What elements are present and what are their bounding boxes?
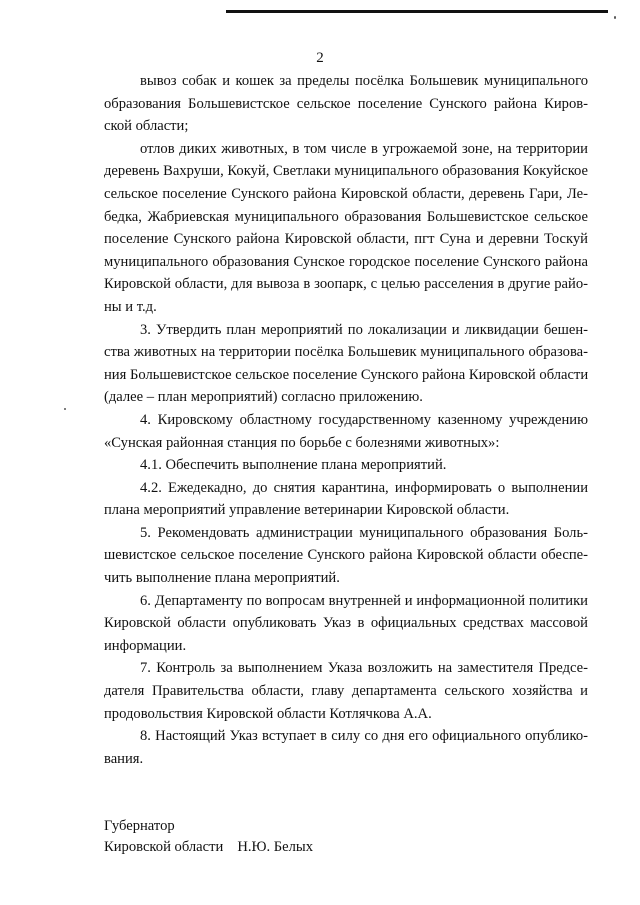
header-rule	[226, 10, 608, 13]
text-line: поселение Сунского района Кировской области, пгт Суна и деревни Тоскуй	[104, 231, 588, 248]
text-line: продовольствия Кировской области Котлячкова А.А.	[104, 705, 432, 722]
signatory-title: Губернатор	[104, 818, 175, 834]
text-line: шевистское сельское поселение Сунского района Кировской области обеспе-	[104, 547, 588, 564]
text-line: бедка, Жабриевская муниципального образования Большевистское сельское	[104, 208, 588, 225]
text-line: Кировской области, для вывоза в зоопарк, с целью расселения в другие райо-	[104, 276, 588, 293]
text-line: ства животных на территории посёлка Большевик муниципального образова-	[104, 344, 588, 361]
signature-block	[104, 816, 313, 858]
text-line: чить выполнение плана мероприятий.	[104, 570, 340, 587]
text-line: 4.1. Обеспечить выполнение плана мероприятий.	[140, 457, 447, 474]
text-line: плана мероприятий управление ветеринарии Кировской области.	[104, 502, 510, 519]
text-line: 4. Кировскому областному государственному казенному учреждению	[140, 411, 588, 428]
text-line: 3. Утвердить план мероприятий по локализации и ликвидации бешен-	[140, 321, 588, 338]
text-line: 7. Контроль за выполнением Указа возложить на заместителя Предсе-	[140, 660, 588, 677]
text-line: 5. Рекомендовать администрации муниципального образования Боль-	[140, 524, 588, 541]
text-line: муниципального образования Сунское городское поселение Сунского района	[104, 253, 588, 270]
signatory-line	[104, 837, 313, 858]
text-line: информации.	[104, 637, 187, 654]
text-line: деревень Вахруши, Кокуй, Светлаки муниципального образования Кокуйское	[104, 163, 588, 180]
text-line: образования Большевистское сельское поселение Сунского района Киров-	[104, 95, 588, 112]
text-line: «Сунская районная станция по борьбе с болезнями животных»:	[104, 434, 500, 451]
text-line: ны и т.д.	[104, 298, 157, 315]
text-line: Кировской области опубликовать Указ в официальных средствах массовой	[104, 615, 588, 632]
text-line: вывоз собак и кошек за пределы посёлка Большевик муниципального	[140, 73, 588, 89]
text-line: вания.	[104, 750, 144, 767]
page-number: 2	[316, 50, 324, 66]
signatory-region: Кировской области	[104, 839, 224, 855]
text-line: отлов диких животных, в том числе в угрожаемой зоне, на территории	[140, 140, 588, 157]
text-line: дателя Правительства области, главу департамента сельского хозяйства и	[104, 683, 588, 700]
decree-body-text	[104, 70, 588, 770]
text-line: ния Большевистское сельское поселение Сунского района Кировской области	[104, 366, 588, 383]
signatory-name: Н.Ю. Белых	[237, 839, 314, 855]
scan-speck	[614, 16, 616, 19]
text-line: сельское поселение Сунского района Кировской области, деревень Гари, Ле-	[104, 185, 588, 202]
text-line: 8. Настоящий Указ вступает в силу со дня его официального опублико-	[140, 728, 588, 745]
text-line: 6. Департаменту по вопросам внутренней и информационной политики	[140, 592, 588, 609]
text-line: 4.2. Ежедекадно, до снятия карантина, информировать о выполнении	[140, 479, 588, 496]
scan-speck	[64, 408, 66, 410]
text-line: ской области;	[104, 118, 189, 135]
text-line: (далее – план мероприятий) согласно приложению.	[104, 389, 423, 406]
